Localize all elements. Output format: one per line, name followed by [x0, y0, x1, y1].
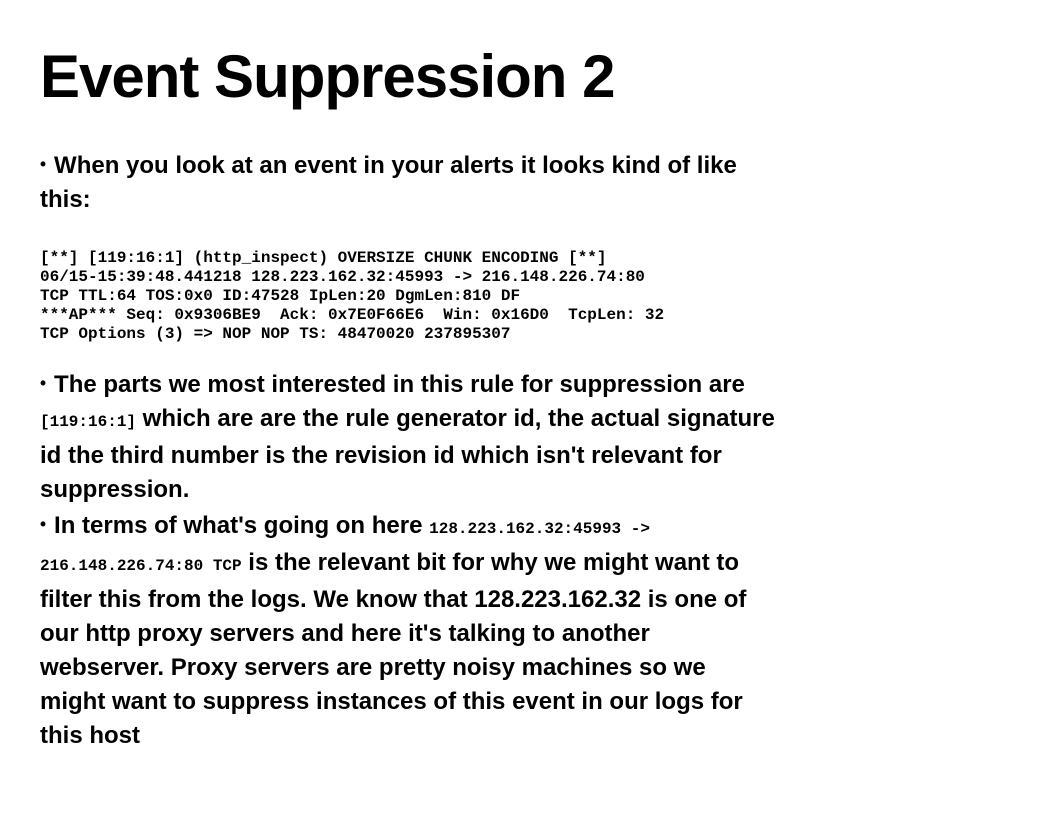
bullet-2-text-post: which are are the rule generator id, the actual signature id the third number is the revision id which isn't relevant for suppression.	[40, 405, 775, 504]
bullet-marker: •	[40, 514, 47, 535]
bullet-3-text-pre: In terms of what's going on here	[54, 512, 430, 540]
code-line-2: 06/15-15:39:48.441218 128.223.162.32:45993 -> 216.148.226.74:80	[40, 268, 645, 287]
bullet-2-text-pre: The parts we most interested in this rule for suppression are	[54, 371, 745, 399]
bullet-item-1	[40, 147, 775, 217]
page-title: Event Suppression 2	[40, 43, 615, 110]
code-line-1: [**] [119:16:1] (http_inspect) OVERSIZE CHUNK ENCODING [**]	[40, 249, 607, 268]
bullet-item-3	[40, 507, 775, 753]
alert-log-code-block	[40, 249, 1055, 344]
bullet-marker: •	[40, 154, 47, 174]
bullet-2-inline-code: [119:16:1]	[40, 413, 137, 432]
bullet-3-inline-code: 128.223.162.32:45993 -> 216.148.226.74:80 TCP	[40, 520, 650, 576]
code-line-4: ***AP*** Seq: 0x9306BE9 Ack: 0x7E0F66E6 Win: 0x16D0 TcpLen: 32	[40, 306, 665, 325]
bullet-marker: •	[40, 373, 47, 394]
code-line-3: TCP TTL:64 TOS:0x0 ID:47528 IpLen:20 DgmLen:810 DF	[40, 287, 521, 306]
bullet-1-text: When you look at an event in your alerts it looks kind of like this:	[40, 152, 737, 214]
bullet-3-text-post: is the relevant bit for why we might want to filter this from the logs. We know that 128.223.162.32 is one of our http proxy servers and here it's talking to another webserver. Proxy servers are pretty noisy machines so we might want to suppress instances of this event in our logs for this host	[40, 549, 747, 750]
code-line-5: TCP Options (3) => NOP NOP TS: 48470020 237895307	[40, 325, 511, 344]
bullet-item-2	[40, 366, 775, 507]
